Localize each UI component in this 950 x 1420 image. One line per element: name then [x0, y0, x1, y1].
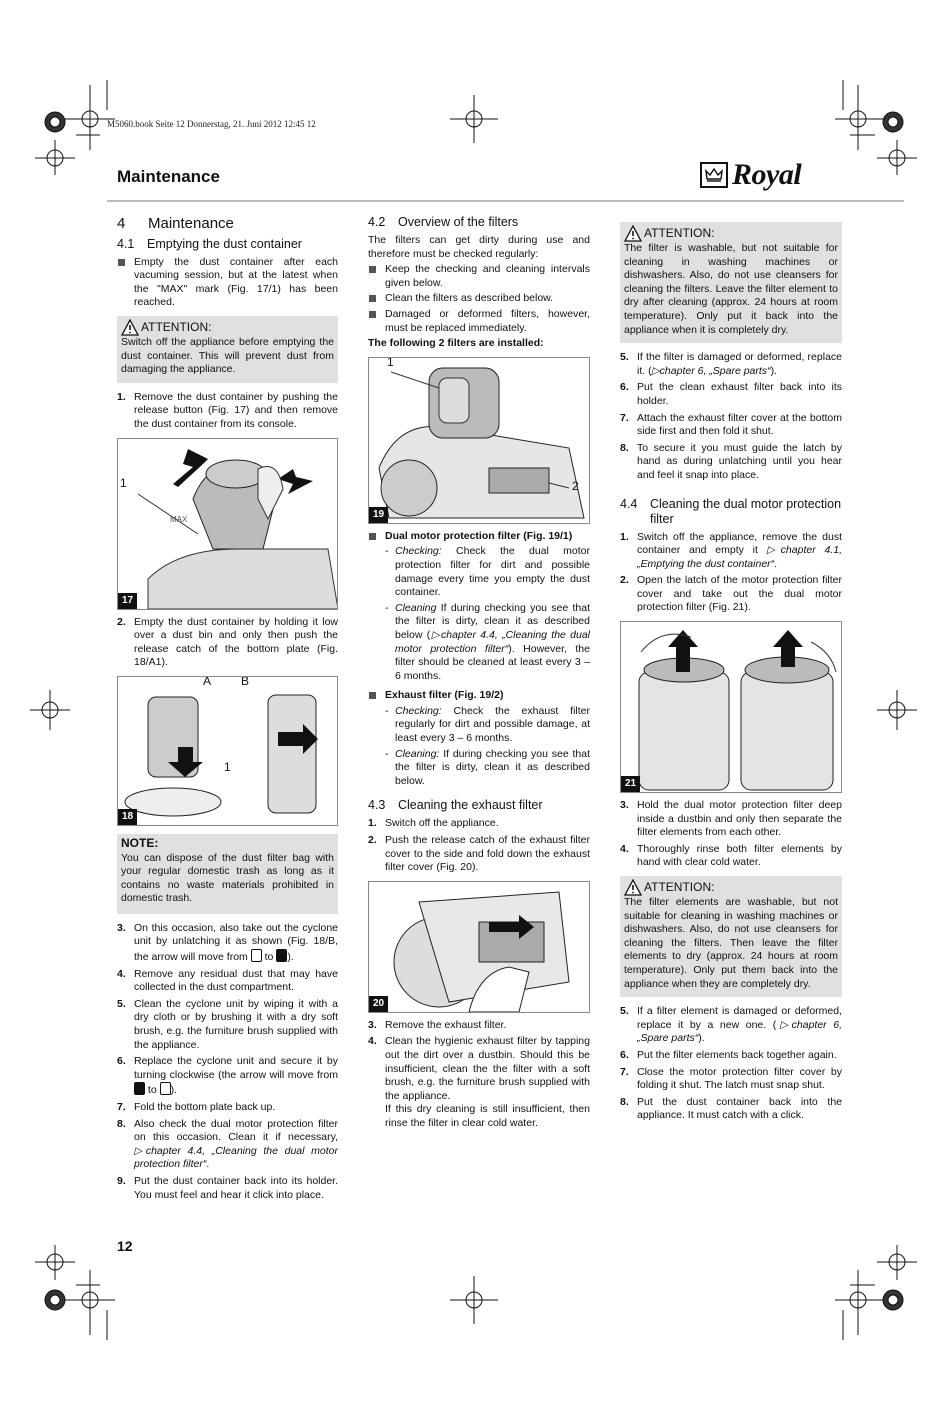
- list-item: 2. Open the latch of the motor protection filter cover and take out the dual motor protection filter (Fig. 21).: [620, 574, 842, 614]
- list-item: 5. If the filter is damaged or deformed, replace it. (▷chapter 6, „Spare parts“).: [620, 351, 842, 377]
- figure-callout: 1: [120, 475, 127, 490]
- figure-number: 18: [118, 809, 137, 825]
- sub-item: - Checking: Check the exhaust filter regularly for dirt and possible damage, at least every 3 – 6 months.: [368, 705, 590, 746]
- step-list: [620, 1005, 842, 1123]
- figure-number: 21: [621, 776, 640, 792]
- column-1: [117, 215, 338, 1206]
- section-4-1-heading: 4.1 Emptying the dust container: [117, 236, 302, 251]
- installed-filters-heading: The following 2 filters are installed:: [368, 337, 544, 350]
- list-item: 6. Put the filter elements back together again.: [620, 1048, 837, 1061]
- step-list: [620, 799, 842, 870]
- chapter-reference: ▷chapter 6, „Spare parts“: [637, 1018, 842, 1045]
- exhaust-filter-heading: Exhaust filter (Fig. 19/2): [368, 689, 590, 703]
- sub-item: - Cleaning If during checking you see that the filter is dirty, clean it as described below (▷chapter 4.4, „Cleaning the dual motor protection filter“). However, the filter should be cleaned at least every 3 – 6 months.: [368, 602, 590, 684]
- dust-container-illustration: [118, 439, 338, 609]
- list-item: 4. Clean the hygienic exhaust filter by tapping out the dirt over a dustbin. Should this be insufficient, clean the the filter with a soft brush, e.g. the furniture brush supplied with the appliance. If this dry cleaning is still insufficient, then rinse the filter in clear cold water.: [368, 1035, 590, 1129]
- sub-item: - Checking: Check the dual motor protection filter for dirt and possible damage every time you empty the dust container.: [368, 545, 590, 599]
- vacuum-filters-illustration: [369, 358, 590, 523]
- cyclone-unit-illustration: [118, 677, 338, 825]
- brand-wordmark: Royal: [732, 158, 802, 191]
- attention-label: ATTENTION:: [141, 319, 212, 334]
- list-item: 7. Close the motor protection filter cover by folding it shut. The latch must snap shut.: [620, 1065, 842, 1092]
- attention-label: ATTENTION:: [644, 226, 715, 240]
- list-item: 3. Remove the exhaust filter.: [368, 1018, 507, 1031]
- list-item: 9. Put the dust container back into its holder. You must feel and hear it click into place.: [117, 1174, 338, 1201]
- header-rule: [107, 200, 904, 202]
- figure-18: [117, 676, 338, 826]
- figure-17: [117, 438, 338, 610]
- list-item: 8. Put the dust container back into the appliance. It must catch with a click.: [620, 1095, 842, 1122]
- list-item: 5. If a filter element is damaged or deformed, replace it by a new one. (▷chapter 6, „Spare parts“).: [620, 1005, 842, 1045]
- crown-icon: [700, 162, 728, 188]
- step-list: [117, 922, 338, 1202]
- exhaust-cover-illustration: [369, 882, 590, 1012]
- note-box: [117, 834, 338, 914]
- list-item: Empty the dust container after each vacuming session, but at the latest when the "MAX" mark (Fig. 17/1) has been reached.: [117, 256, 338, 310]
- attention-box: [620, 876, 842, 997]
- lock-open-icon: [251, 949, 262, 962]
- figure-number: 19: [369, 507, 388, 523]
- print-info: M5060.book Seite 12 Donnerstag, 21. Juni 2012 12:45 12: [107, 119, 316, 129]
- attention-box: [117, 316, 338, 383]
- list-item: 2. Empty the dust container by holding it low over a dust bin and only then push the release catch of the bottom plate (Fig. 18/A1).: [117, 615, 338, 669]
- warning-icon: [121, 319, 139, 336]
- step-list: [620, 531, 842, 616]
- list-item: Keep the checking and cleaning intervals given below.: [368, 263, 590, 290]
- figure-number: 17: [118, 593, 137, 609]
- note-label: NOTE:: [121, 835, 159, 850]
- lock-closed-icon: [134, 1082, 145, 1095]
- step-list: [368, 817, 590, 874]
- warning-icon: [624, 225, 642, 242]
- chapter-reference: ▷chapter 4.4, „Cleaning the dual motor protection filter“: [395, 628, 590, 655]
- sub-item: - Cleaning: If during checking you see that the filter is dirty, clean it as described below.: [368, 748, 590, 789]
- attention-text: The filter elements are washable, but not suitable for cleaning in washing machines or dishwashers. Also, do not use cleansers for cleaning the filters. Then leave the filter elements to dry (approx. 24 hours at room temperature). Only put them back into the appliance when they are completely dry.: [624, 896, 838, 990]
- attention-box: [620, 222, 842, 343]
- figure-callout: 1: [387, 356, 394, 369]
- figure-callout-b: B: [241, 675, 250, 688]
- list-item: 3. On this occasion, also take out the cyclone unit by unlatching it as shown (Fig. 18/B, the arrow will move from to ).: [117, 921, 338, 964]
- chapter-reference: ▷chapter 4.4, „Cleaning the dual motor protection filter“: [134, 1144, 338, 1171]
- warning-icon: [624, 879, 642, 896]
- column-3: [620, 215, 842, 1127]
- list-item: 7. Fold the bottom plate back up.: [117, 1101, 276, 1113]
- note-text: You can dispose of the dust filter bag with your regular domestic trash as long as it contains no waste materials prohibited in domestic trash.: [121, 851, 334, 905]
- column-2: [368, 215, 590, 1135]
- list-item: 6. Replace the cyclone unit and secure it by turning clockwise (the arrow will move from to ).: [117, 1055, 338, 1097]
- list-item: 1. Switch off the appliance.: [368, 817, 499, 830]
- list-item: 5. Clean the cyclone unit by wiping it with a dry cloth or by brushing it with a dry soft brush, e.g. the furniture brush supplied with the appliance.: [117, 997, 338, 1051]
- section-4-2-heading: 4.2 Overview of the filters: [368, 215, 519, 229]
- list-item: 1. Remove the dust container by pushing the release button (Fig. 17) and then remove the dust container from its console.: [117, 390, 338, 430]
- list-item: 6. Put the clean exhaust filter back into its holder.: [620, 381, 842, 407]
- step-list: [620, 351, 842, 482]
- step-list: [117, 616, 338, 670]
- step-list: [117, 391, 338, 432]
- section-4-4-heading: 4.4 Cleaning the dual motor protection filter: [620, 496, 842, 526]
- section-4-3-heading: 4.3 Cleaning the exhaust filter: [368, 798, 543, 813]
- page-header-title: Maintenance: [117, 167, 220, 186]
- list-item: 8. To secure it you must guide the latch by hand as during unlatching until you hear and feel it snap into place.: [620, 441, 842, 481]
- lock-closed-icon: [276, 949, 287, 962]
- figure-20: [368, 881, 590, 1013]
- attention-text: The filter is washable, but not suitable for cleaning in washing machines or dishwashers. Also, do not use cleansers for cleaning the filters. Leave the filter element to dry after cleaning (approx. 24 hours at room temperature). Only put it back into the appliance when it is completely dry.: [624, 242, 838, 336]
- max-mark: MAX: [170, 514, 188, 524]
- list-item: 4. Thoroughly rinse both filter elements by hand with clear cold water.: [620, 842, 842, 869]
- list-item: 2. Push the release catch of the exhaust filter cover to the side and fold down the exhaust filter cover (Fig. 20).: [368, 834, 590, 874]
- list-item: 7. Attach the exhaust filter cover at the bottom side first and then fold it shut.: [620, 411, 842, 438]
- figure-number: 20: [369, 996, 388, 1012]
- list-item: 8. Also check the dual motor protection filter on this occasion. Clean it if necessary, ▷chapter 4.4, „Cleaning the dual motor protection filter“.: [117, 1117, 338, 1171]
- attention-label: ATTENTION:: [644, 880, 715, 895]
- list-item: Damaged or deformed filters, however, must be replaced immediately.: [368, 308, 590, 335]
- chapter-reference: ▷chapter 6, „Spare parts“: [651, 364, 771, 377]
- page-number: 12: [117, 1238, 133, 1254]
- list-item: Clean the filters as described below.: [368, 292, 590, 306]
- step-list: [368, 1019, 590, 1131]
- brand-logo: [700, 160, 801, 190]
- attention-text: Switch off the appliance before emptying the dust container. This will prevent dust from damaging the appliance.: [121, 335, 334, 376]
- lock-open-icon: [160, 1082, 171, 1095]
- figure-callout: 2: [572, 478, 579, 493]
- chapter-heading: 4 Maintenance: [117, 215, 234, 232]
- list-item: 3. Hold the dual motor protection filter deep inside a dustbin and only then separate the filter elements from each other.: [620, 799, 842, 839]
- figure-callout: 1: [224, 759, 231, 774]
- intro-text: The filters can get dirty during use and therefore must be checked regularly:: [368, 234, 590, 260]
- dual-filter-illustration: [621, 622, 842, 792]
- list-item: 4. Remove any residual dust that may have collected in the dust compartment.: [117, 967, 338, 994]
- figure-21: [620, 621, 842, 793]
- figure-19: [368, 357, 590, 524]
- chapter-reference: ▷chapter 4.1, „Emptying the dust container“: [637, 544, 843, 570]
- dual-filter-heading: Dual motor protection filter (Fig. 19/1): [368, 530, 590, 544]
- figure-callout-a: A: [203, 675, 212, 688]
- list-item: 1. Switch off the appliance, remove the dust container and empty it ▷chapter 4.1, „Emptying the dust container“.: [620, 530, 843, 570]
